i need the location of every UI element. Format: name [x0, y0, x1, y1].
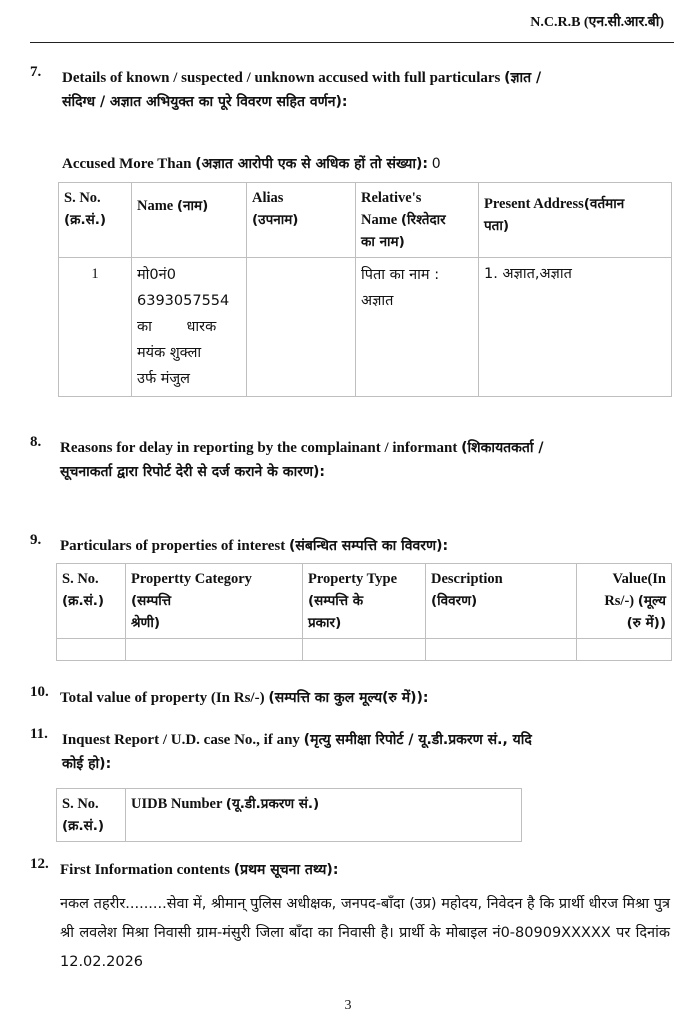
- accused-table: [58, 182, 672, 397]
- empty-cell: [303, 639, 426, 661]
- cell-name-line: 6393057554: [137, 293, 230, 309]
- property-table-header: [57, 564, 672, 639]
- col-type-hi2: प्रकार): [308, 615, 342, 631]
- col-relative-en: Relative's: [361, 190, 422, 206]
- col-address-hi: (वर्तमान: [583, 196, 625, 212]
- col-address-en: Present Address: [484, 196, 584, 212]
- cell-name-line: का धारक: [137, 319, 217, 335]
- col-description: [426, 564, 577, 639]
- col-value-hi2: (रु में)): [626, 615, 666, 631]
- accused-label-en: Accused More Than: [62, 156, 192, 172]
- cell-name-line: मो0नं0: [137, 267, 176, 283]
- section-7-title-hi-1: (ज्ञात /: [504, 70, 542, 86]
- header-text: N.C.R.B (एन.सी.आर.बी): [530, 15, 664, 30]
- cell-sno: 1: [59, 258, 132, 397]
- col-desc-en: Description: [431, 571, 503, 587]
- section-11-title-hi-2: कोई हो):: [62, 756, 112, 772]
- col-relative: [356, 183, 479, 258]
- section-12-title-hi: (प्रथम सूचना तथ्य):: [233, 862, 339, 878]
- header-divider: [30, 42, 674, 43]
- col-value-en: Value(In: [612, 571, 666, 587]
- section-7-number: 7.: [30, 64, 42, 80]
- col-value: [577, 564, 672, 639]
- cell-relative: [356, 258, 479, 397]
- section-10-title-hi: (सम्पत्ति का कुल मूल्य(रु में)):: [268, 690, 429, 706]
- page-number: 3: [344, 998, 352, 1013]
- section-11-number: 11.: [30, 726, 48, 742]
- section-8-title-hi-1: (शिकायतकर्ता /: [461, 440, 544, 456]
- cell-name: [132, 258, 247, 397]
- cell-address: 1. अज्ञात,अज्ञात: [479, 258, 672, 397]
- col-uidb-en: UIDB Number: [131, 796, 223, 812]
- section-9-title-hi: (संबन्धित सम्पत्ति का विवरण):: [288, 538, 449, 554]
- property-table: [56, 563, 672, 661]
- col-alias-en: Alias: [252, 190, 284, 206]
- page-header: [530, 12, 664, 31]
- cell-name-line: उर्फ मंजुल: [137, 371, 190, 387]
- empty-cell: [57, 639, 126, 661]
- cell-alias: [247, 258, 356, 397]
- table-row: [59, 258, 672, 397]
- section-8-title-hi-2: सूचनाकर्ता द्वारा रिपोर्ट देरी से दर्ज कराने के कारण):: [60, 464, 326, 480]
- col-alias-hi: (उपनाम): [252, 212, 299, 228]
- accused-table-header: [59, 183, 672, 258]
- col-address-hi2: पता): [484, 218, 510, 234]
- col-sno-hi: (क्र.सं.): [64, 212, 107, 228]
- col-sno-en: S. No.: [64, 190, 101, 206]
- empty-cell: [426, 639, 577, 661]
- inquest-table: [56, 788, 522, 842]
- inquest-table-header: [57, 789, 522, 842]
- table-row: [57, 639, 672, 661]
- section-11-title-en: Inquest Report / U.D. case No., if any: [62, 732, 300, 748]
- col-relative-hi2: का नाम): [361, 234, 405, 250]
- col-name: [132, 183, 247, 258]
- col-uidb: [126, 789, 522, 842]
- cell-name-line: मयंक शुक्ला: [137, 345, 202, 361]
- col-type-hi: (सम्पत्ति के: [308, 593, 364, 609]
- cell-relative-line: अज्ञात: [361, 293, 394, 309]
- col-desc-hi: (विवरण): [431, 593, 478, 609]
- col-sno-en: S. No.: [62, 571, 99, 587]
- col-name-hi: (नाम): [176, 198, 209, 214]
- col-relative-en2: Name: [361, 212, 398, 228]
- col-category: [126, 564, 303, 639]
- col-type: [303, 564, 426, 639]
- cell-relative-line: पिता का नाम :: [361, 267, 440, 283]
- section-12-title-en: First Information contents: [60, 862, 230, 878]
- col-sno-en: S. No.: [62, 796, 99, 812]
- col-sno: [57, 564, 126, 639]
- section-9-title-en: Particulars of properties of interest: [60, 538, 286, 554]
- section-7-title-en: Details of known / suspected / unknown accused with full particulars: [62, 70, 501, 86]
- accused-count: 0: [431, 156, 441, 172]
- col-category-hi: (सम्पत्ति: [131, 593, 172, 609]
- section-7-title-hi-2: संदिग्ध / अज्ञात अभियुक्त का पूरे विवरण सहित वर्णन):: [62, 94, 348, 110]
- col-type-en: Property Type: [308, 571, 398, 587]
- accused-count-line: [62, 152, 672, 176]
- col-sno-hi: (क्र.सं.): [62, 593, 105, 609]
- col-category-en: Propertty Category: [131, 571, 252, 587]
- section-8-number: 8.: [30, 434, 42, 450]
- empty-cell: [577, 639, 672, 661]
- col-value-en2: Rs/-): [604, 593, 635, 609]
- col-sno: [57, 789, 126, 842]
- col-uidb-hi: (यू.डी.प्रकरण सं.): [225, 796, 320, 812]
- section-11-title-hi-1: (मृत्यु समीक्षा रिपोर्ट / यू.डी.प्रकरण सं., यदि: [303, 732, 532, 748]
- section-12-number: 12.: [30, 856, 49, 872]
- col-relative-hi: (रिश्तेदार: [400, 212, 446, 228]
- col-category-hi2: श्रेणी): [131, 615, 160, 631]
- col-alias: [247, 183, 356, 258]
- col-sno: [59, 183, 132, 258]
- section-10-title-en: Total value of property (In Rs/-): [60, 690, 265, 706]
- empty-cell: [126, 639, 303, 661]
- col-value-hi: (मूल्य: [637, 593, 666, 609]
- section-10-number: 10.: [30, 684, 49, 700]
- section-9-number: 9.: [30, 532, 42, 548]
- first-information-body: नकल तहरीर.........सेवा में, श्रीमान् पुलिस अधीक्षक, जनपद-बाँदा (उप्र) महोदय, निवेदन है कि प्रार्थी धीरज मिश्रा पुत्र श्री लवलेश मिश्रा निवासी ग्राम-मंसुरी जिला बाँदा का निवासी है। प्रार्थी के मोबाइल नं0-80909XXXXX पर दिनांक 12.02.2026: [60, 896, 670, 970]
- section-8-title-en: Reasons for delay in reporting by the complainant / informant: [60, 440, 458, 456]
- col-address: [479, 183, 672, 258]
- col-name-en: Name: [137, 198, 174, 214]
- col-sno-hi: (क्र.सं.): [62, 818, 105, 834]
- accused-label-hi: (अज्ञात आरोपी एक से अधिक हों तो संख्या):: [195, 156, 428, 172]
